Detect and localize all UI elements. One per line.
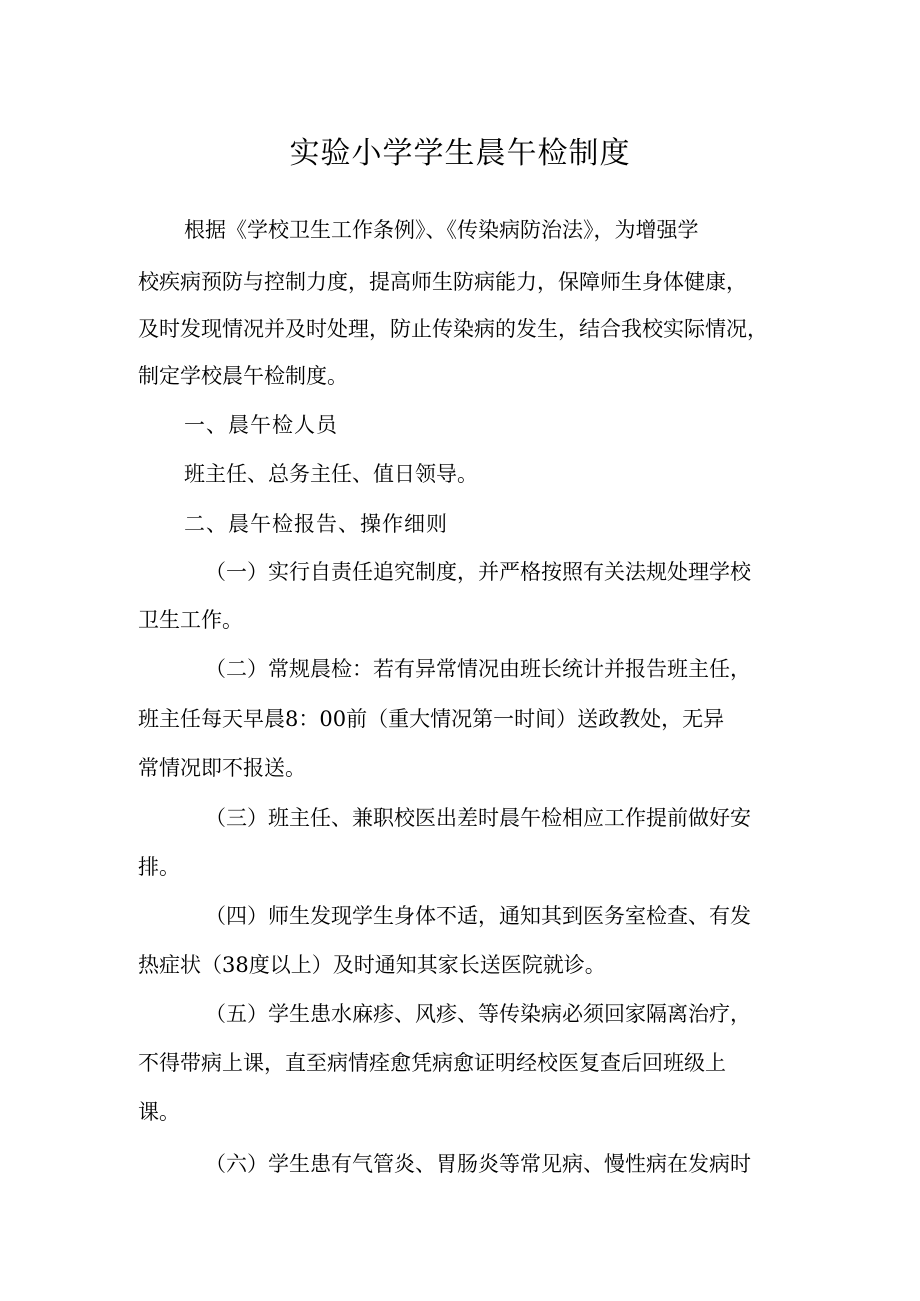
section-1-body: 班主任、总务主任、值日领导。 (184, 462, 478, 486)
intro-line-4: 制定学校晨午检制度。 (138, 364, 348, 388)
item-2-line-3: 常情况即不报送。 (138, 756, 306, 780)
item-5-line-1: （五）学生患水麻疹、风疹、等传染病必须回家隔离治疗， (205, 1002, 751, 1026)
item-3-line-1: （三）班主任、兼职校医出差时晨午检相应工作提前做好安 (205, 806, 751, 830)
item-6-line-1: （六）学生患有气管炎、胃肠炎等常见病、慢性病在发病时 (205, 1152, 751, 1176)
section-2-heading: 二、晨午检报告、操作细则 (184, 512, 448, 536)
document-title: 实验小学学生晨午检制度 (289, 136, 631, 171)
item-4-line-2: 热症状（38度以上）及时通知其家长送医院就诊。 (138, 953, 606, 977)
item-2-line-2: 班主任每天早晨8：00前（重大情况第一时间）送政教处，无异 (138, 707, 725, 731)
item-4-line-1: （四）师生发现学生身体不适，通知其到医务室检查、有发 (205, 904, 751, 928)
item-2-line-1: （二）常规晨检：若有异常情况由班长统计并报告班主任， (205, 657, 751, 681)
section-1-heading: 一、晨午检人员 (184, 413, 338, 437)
item-1-line-2: 卫生工作。 (138, 608, 243, 632)
item-5-line-3: 课。 (138, 1100, 180, 1124)
item-5-line-2: 不得带病上课，直至病情痊愈凭病愈证明经校医复查后回班级上 (138, 1051, 726, 1075)
item-1-line-1: （一）实行自责任追究制度，并严格按照有关法规处理学校 (205, 560, 751, 584)
intro-line-3: 及时发现情况并及时处理，防止传染病的发生，结合我校实际情况， (138, 317, 768, 341)
intro-line-1: 根据《学校卫生工作条例》、《传染病防治法》，为增强学 (184, 218, 699, 242)
intro-line-2: 校疾病预防与控制力度，提高师生防病能力，保障师生身体健康， (138, 270, 747, 294)
item-3-line-2: 排。 (138, 855, 180, 879)
